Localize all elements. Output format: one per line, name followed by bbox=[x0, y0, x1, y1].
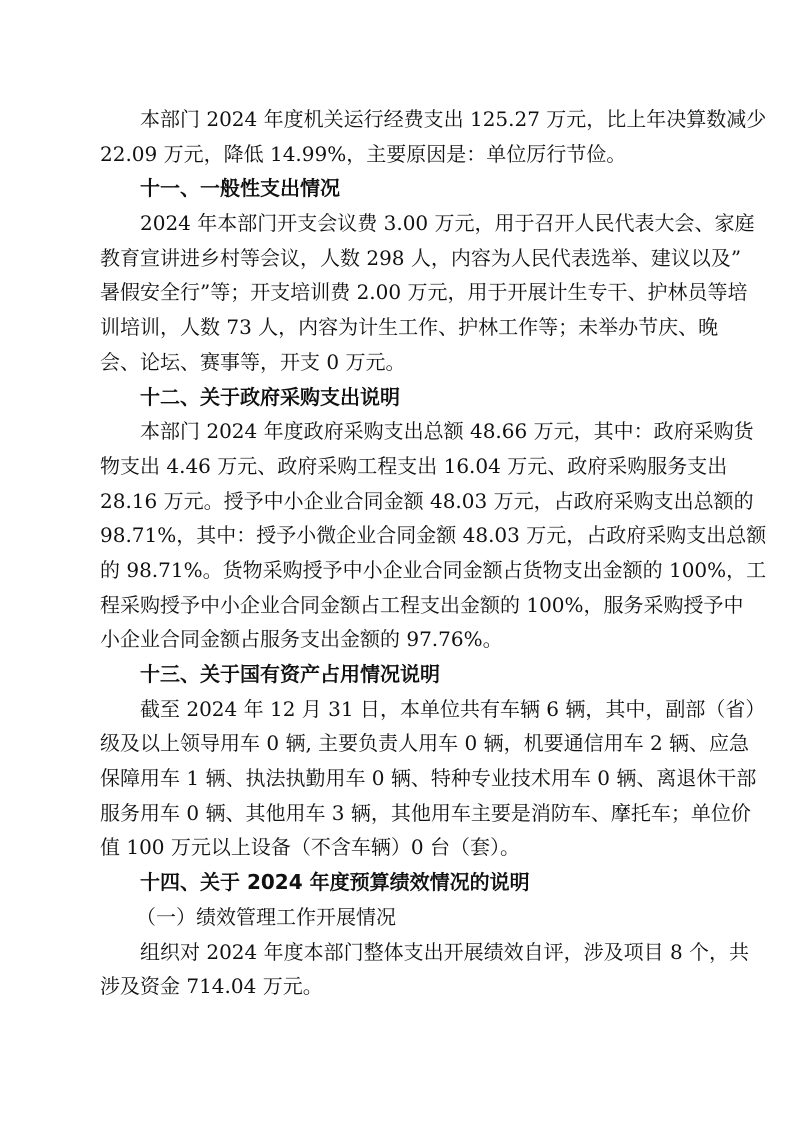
text-line: 2024 年本部门开支会议费 3.00 万元，用于召开人民代表大会、家庭 bbox=[140, 211, 755, 236]
paragraph-state-assets bbox=[100, 692, 766, 865]
text-line: 值 100 万元以上设备（不含车辆）0 台（套）。 bbox=[100, 835, 520, 860]
text-line: 的 98.71%。货物采购授予中小企业合同金额占货物支出金额的 100%，工 bbox=[100, 557, 767, 582]
section-heading-12: 十二、关于政府采购支出说明 bbox=[140, 384, 400, 409]
section-heading-11: 十一、一般性支出情况 bbox=[140, 176, 340, 201]
text-line: 本部门 2024 年度机关运行经费支出 125.27 万元，比上年决算数减少 bbox=[140, 107, 767, 131]
text-line: 程采购授予中小企业合同金额占工程支出金额的 100%，服务采购授予中 bbox=[100, 592, 744, 617]
text-line: 会、论坛、赛事等，开支 0 万元。 bbox=[100, 349, 406, 374]
section-heading-13: 十三、关于国有资产占用情况说明 bbox=[140, 662, 440, 686]
text-line: 组织对 2024 年度本部门整体支出开展绩效自评，涉及项目 8 个，共 bbox=[140, 939, 750, 964]
paragraph-procurement bbox=[100, 414, 767, 657]
text-line: 28.16 万元。授予中小企业合同金额 48.03 万元，占政府采购支出总额的 bbox=[100, 488, 754, 513]
subsection-heading-1: （一）绩效管理工作开展情况 bbox=[136, 904, 396, 929]
text-line: 小企业合同金额占服务支出金额的 97.76%。 bbox=[100, 627, 503, 652]
paragraph-general-expenses bbox=[100, 206, 755, 379]
document-page bbox=[100, 102, 767, 1004]
text-line: 训培训，人数 73 人，内容为计生工作、护林工作等；未举办节庆、晚 bbox=[100, 315, 719, 340]
text-line: 教育宣讲进乡村等会议，人数 298 人，内容为人民代表选举、建议以及” bbox=[100, 245, 742, 270]
section-heading-14: 十四、关于 2024 年度预算绩效情况的说明 bbox=[140, 870, 530, 895]
text-line: 22.09 万元，降低 14.99%，主要原因是：单位厉行节俭。 bbox=[100, 141, 627, 166]
text-line: 级及以上领导用车 0 辆, 主要负责人用车 0 辆，机要通信用车 2 辆、应急 bbox=[100, 731, 750, 756]
text-line: 本部门 2024 年度政府采购支出总额 48.66 万元，其中：政府采购货 bbox=[140, 419, 754, 444]
text-line: 98.71%，其中：授予小微企业合同金额 48.03 万元，占政府采购支出总额 bbox=[100, 523, 767, 548]
text-line: 保障用车 1 辆、执法执勤用车 0 辆、特种专业技术用车 0 辆、离退休干部 bbox=[100, 766, 757, 791]
text-line: 服务用车 0 辆、其他用车 3 辆，其他用车主要是消防车、摩托车；单位价 bbox=[100, 800, 751, 825]
paragraph-performance bbox=[100, 935, 750, 1004]
text-line: 截至 2024 年 12 月 31 日，本单位共有车辆 6 辆，其中，副部（省） bbox=[140, 696, 766, 721]
text-line: 物支出 4.46 万元、政府采购工程支出 16.04 万元、政府采购服务支出 bbox=[100, 453, 728, 478]
text-line: 暑假安全行”等；开支培训费 2.00 万元，用于开展计生专干、护林员等培 bbox=[100, 280, 748, 305]
paragraph-operating-expenses bbox=[100, 102, 767, 171]
text-line: 涉及资金 714.04 万元。 bbox=[100, 974, 323, 999]
